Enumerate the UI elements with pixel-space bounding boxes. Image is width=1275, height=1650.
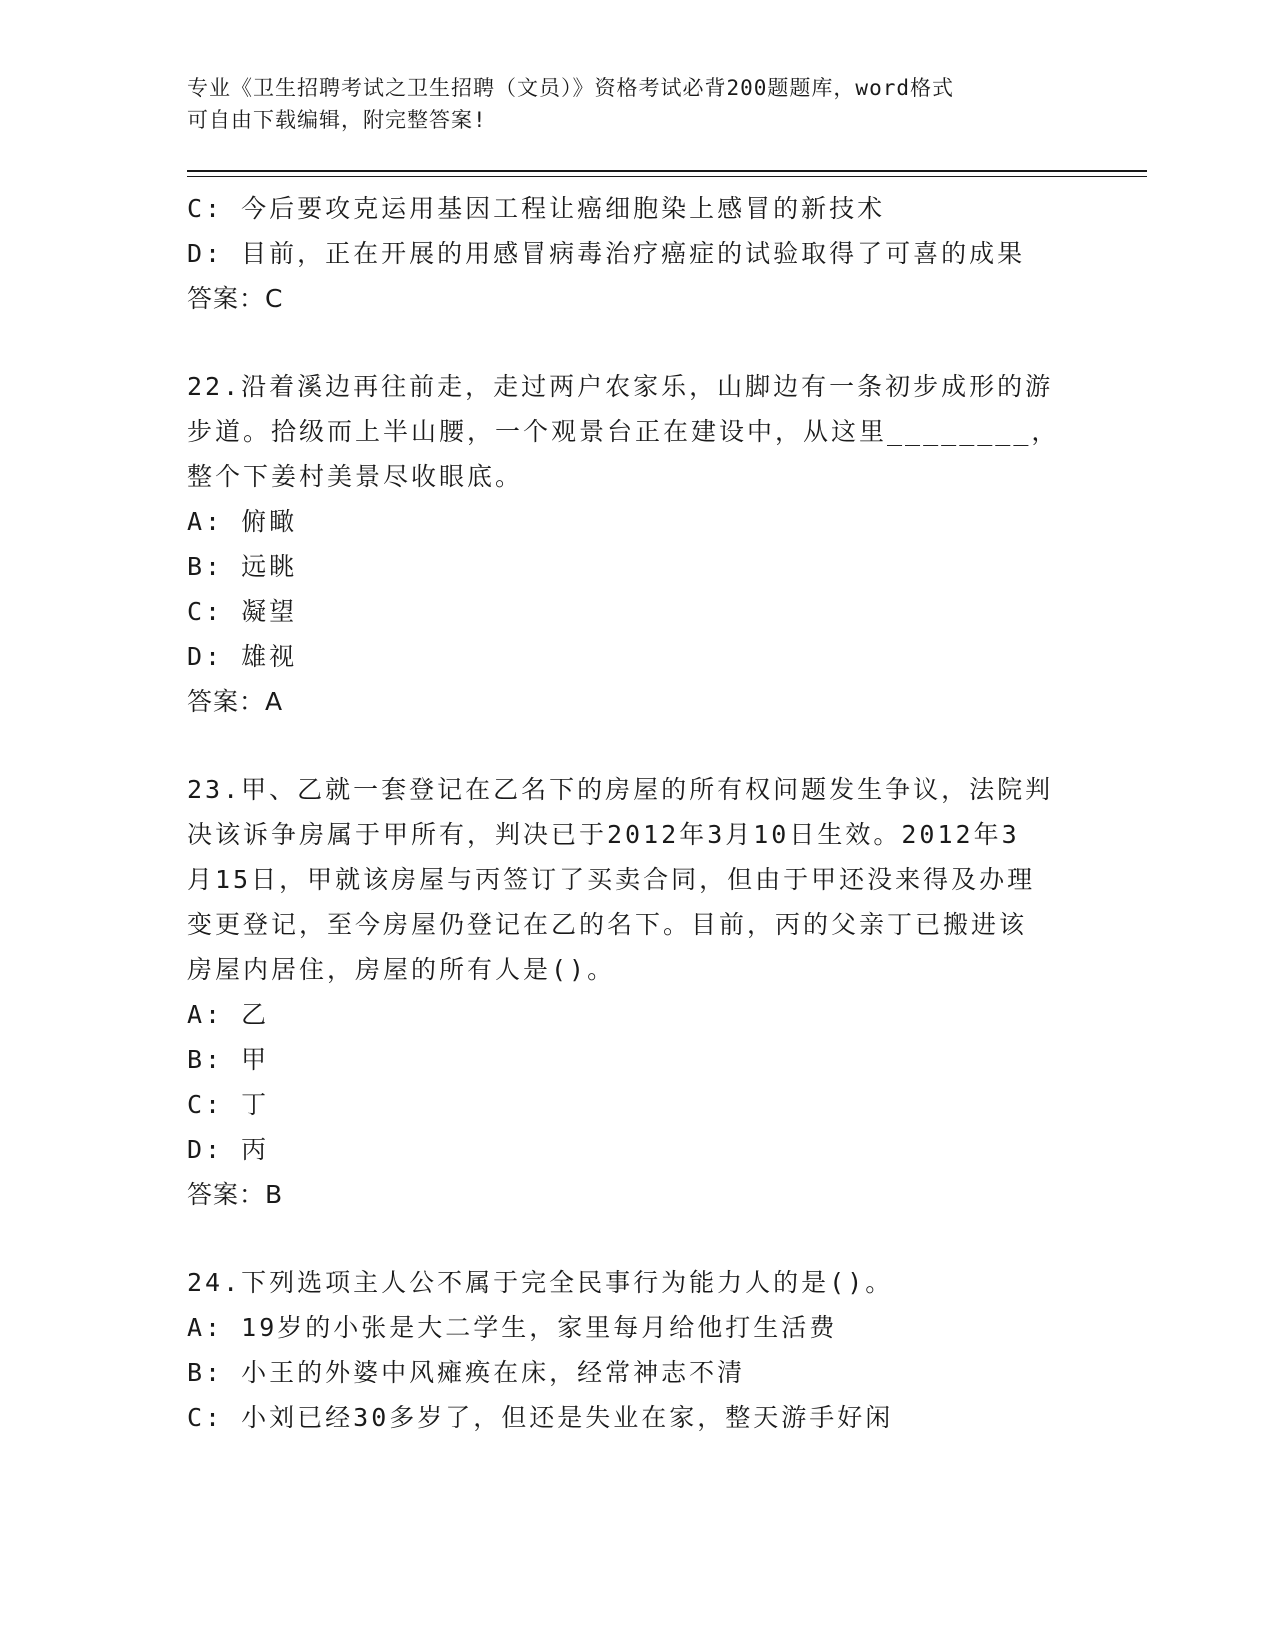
question-block [187, 1260, 1147, 1440]
question-text: 22.沿着溪边再往前走，走过两户农家乐，山脚边有一条初步成形的游 [187, 372, 1054, 401]
header-line: 专业《卫生招聘考试之卫生招聘（文员）》资格考试必背200题题库，word格式 [187, 76, 954, 100]
option: A: 俯瞰 [187, 507, 298, 536]
option: D: 雄视 [187, 642, 298, 671]
option: D: 丙 [187, 1135, 270, 1164]
option: C: 丁 [187, 1090, 270, 1119]
answer: 答案：A [187, 687, 284, 716]
option: C: 小刘已经30多岁了，但还是失业在家，整天游手好闲 [187, 1403, 894, 1432]
header-rule [187, 170, 1147, 177]
option: A: 19岁的小张是大二学生，家里每月给他打生活费 [187, 1313, 838, 1342]
document-page [187, 72, 1147, 1440]
option: D: 目前，正在开展的用感冒病毒治疗癌症的试验取得了可喜的成果 [187, 239, 1026, 268]
option: C: 凝望 [187, 597, 298, 626]
header-line: 可自由下载编辑，附完整答案! [187, 108, 487, 132]
question-text: 决该诉争房属于甲所有，判决已于2012年3月10日生效。2012年3 [187, 820, 1020, 849]
question-text: 房屋内居住，房屋的所有人是()。 [187, 955, 616, 984]
option: A: 乙 [187, 1000, 270, 1029]
option: B: 小王的外婆中风瘫痪在床，经常神志不清 [187, 1358, 746, 1387]
document-header [187, 72, 1067, 136]
question-text: 24.下列选项主人公不属于完全民事行为能力人的是()。 [187, 1268, 894, 1297]
question-list [187, 186, 1147, 1440]
question-text: 整个下姜村美景尽收眼底。 [187, 462, 524, 491]
option: B: 远眺 [187, 552, 298, 581]
option: C: 今后要攻克运用基因工程让癌细胞染上感冒的新技术 [187, 194, 886, 223]
question-block [187, 364, 1147, 724]
question-block [187, 186, 1147, 321]
answer: 答案：B [187, 1180, 284, 1209]
answer: 答案：C [187, 284, 284, 313]
question-block [187, 767, 1147, 1217]
question-text: 月15日，甲就该房屋与丙签订了买卖合同，但由于甲还没来得及办理 [187, 865, 1036, 894]
question-text: 23.甲、乙就一套登记在乙名下的房屋的所有权问题发生争议，法院判 [187, 775, 1054, 804]
question-text: 步道。拾级而上半山腰，一个观景台正在建设中，从这里________， [187, 417, 1060, 446]
question-text: 变更登记，至今房屋仍登记在乙的名下。目前，丙的父亲丁已搬进该 [187, 910, 1028, 939]
option: B: 甲 [187, 1045, 270, 1074]
